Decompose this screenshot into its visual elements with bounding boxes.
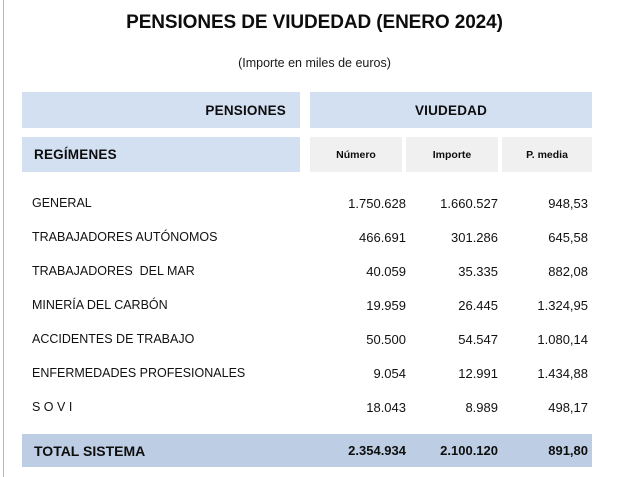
column-header-p-media-label: P. media [526,148,568,161]
row-label: GENERAL [32,196,92,210]
table-body [22,186,592,424]
row-importe: 12.991 [458,365,498,381]
row-p-media: 948,53 [548,195,588,211]
row-p-media: 1.080,14 [537,331,588,347]
column-header-regimenes-label: REGÍMENES [34,147,117,162]
table-row [22,288,592,322]
table-row [22,220,592,254]
row-importe: 301.286 [451,229,498,245]
row-label: S O V I [32,400,73,414]
row-numero: 19.959 [366,297,406,313]
row-p-media: 498,17 [548,399,588,415]
total-numero: 2.354.934 [348,443,406,458]
column-header-importe [406,137,498,172]
row-importe: 8.989 [465,399,498,415]
row-numero: 1.750.628 [348,195,406,211]
row-label: TRABAJADORES AUTÓNOMOS [32,230,218,244]
table-row [22,390,592,424]
total-row-label: TOTAL SISTEMA [34,442,146,459]
group-header-pensiones [22,92,300,128]
page-subtitle: (Importe en miles de euros) [238,56,391,70]
column-header-importe-label: Importe [432,148,472,161]
row-label: MINERÍA DEL CARBÓN [32,298,168,312]
column-header-regimenes [22,137,300,172]
column-header-numero [310,137,402,172]
row-importe: 35.335 [458,263,498,279]
group-header-viudedad [310,92,592,128]
column-header-numero-label: Número [336,148,376,161]
row-numero: 18.043 [366,399,406,415]
row-numero: 40.059 [366,263,406,279]
table-row [22,254,592,288]
row-p-media: 645,58 [548,229,588,245]
table-row [22,322,592,356]
row-importe: 26.445 [458,297,498,313]
row-numero: 466.691 [359,229,406,245]
row-label: ENFERMEDADES PROFESIONALES [32,366,246,380]
row-p-media: 882,08 [548,263,588,279]
row-label: ACCIDENTES DE TRABAJO [32,332,195,346]
total-importe: 2.100.120 [440,443,498,458]
group-header-pensiones-label: PENSIONES [205,102,286,118]
table-row [22,356,592,390]
group-header-viudedad-label: VIUDEDAD [414,102,488,118]
table-row [22,186,592,220]
total-p-media: 891,80 [548,443,588,458]
row-importe: 1.660.527 [440,195,498,211]
row-numero: 9.054 [373,365,406,381]
row-p-media: 1.434,88 [537,365,588,381]
column-header-p-media [502,137,592,172]
page-title: PENSIONES DE VIUDEDAD (ENERO 2024) [126,12,503,33]
row-p-media: 1.324,95 [537,297,588,313]
row-importe: 54.547 [458,331,498,347]
row-label: TRABAJADORES DEL MAR [32,264,195,278]
row-numero: 50.500 [366,331,406,347]
total-row [22,434,592,467]
